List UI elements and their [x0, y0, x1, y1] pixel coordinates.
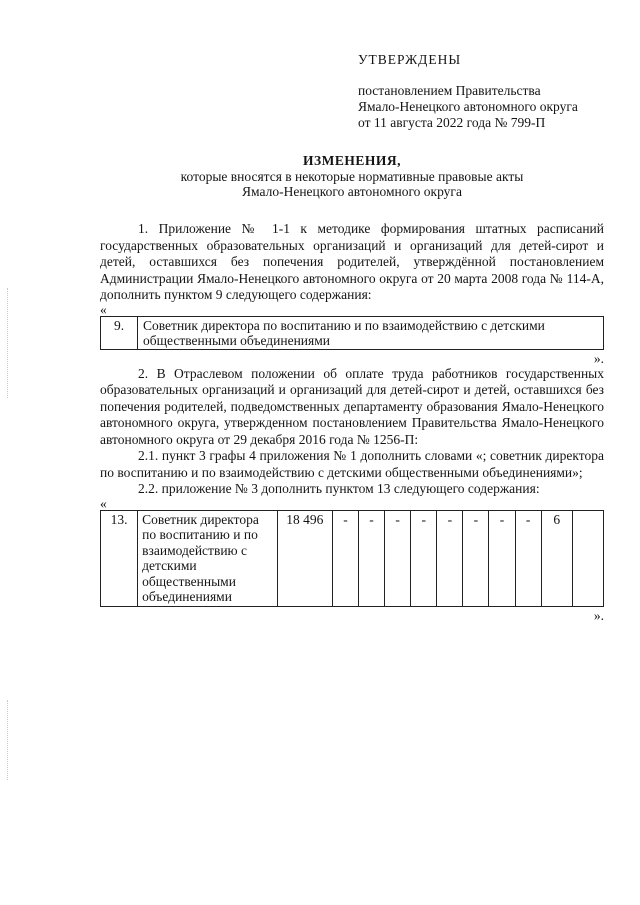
- section-2-text: 2. В Отраслевом положении об оплате труда работников государственных образовательных организаций и организаций для детей-сирот и детей, оставшихся без попечения родителей, подведомственных департаменту образования Ямало-Ненецкого автономного округа, утвержденном постановлением Правительства Ямало-Ненецкого автономного округа от 29 декабря 2016 года № 1256-П:: [100, 365, 604, 447]
- row-number: 13.: [101, 510, 138, 606]
- row-empty-cell: [572, 510, 603, 606]
- section-1-text: 1. Приложение № 1-1 к методике формирования штатных расписаний государственных образовательных организаций и организаций для детей-сирот и детей, оставшихся без попечения родителей, утверждённой постановлением Администрации Ямало-Ненецкого автономного округа от 20 марта 2008 года № 114-А, дополнить пунктом 9 следующего содержания:: [100, 221, 604, 302]
- section-2-item-2: 2.2. приложение № 3 дополнить пунктом 13 следующего содержания:: [138, 481, 540, 496]
- scan-margin-mark: [7, 288, 9, 398]
- document-body: [100, 221, 604, 623]
- heading-title: ИЗМЕНЕНИЯ,: [302, 153, 401, 168]
- heading-line: которые вносятся в некоторые нормативные правовые акты: [180, 168, 524, 184]
- row-cell: -: [515, 510, 541, 606]
- approval-block: [358, 52, 578, 131]
- quote-close: ».: [593, 350, 604, 366]
- quote-open: «: [100, 301, 107, 317]
- row-number: 9.: [101, 316, 138, 349]
- quote-close: ».: [593, 607, 604, 623]
- row-last-cell: 6: [541, 510, 572, 606]
- row-cell: -: [359, 510, 385, 606]
- row-position-name: Советник директора по воспитанию и по взаимодействию с детскими общественными объединениями: [138, 510, 278, 606]
- scan-margin-mark: [7, 700, 9, 780]
- approval-line: Ямало-Ненецкого автономного округа: [358, 99, 578, 114]
- section-2-item-1: 2.1. пункт 3 графы 4 приложения № 1 дополнить словами «; советник директора по воспитанию и по взаимодействию с детскими общественными объединениями»;: [100, 448, 604, 480]
- row-cell: -: [463, 510, 489, 606]
- document-heading: [100, 153, 604, 200]
- row-cell: -: [437, 510, 463, 606]
- row-cell: -: [489, 510, 515, 606]
- approval-line: постановлением Правительства: [358, 83, 541, 98]
- table-salaries: [100, 510, 604, 607]
- row-position-name: Советник директора по воспитанию и по взаимодействию с детскими общественными объединениями: [138, 316, 604, 349]
- row-cell: -: [411, 510, 437, 606]
- row-cell: -: [385, 510, 411, 606]
- table-positions: [100, 316, 604, 350]
- heading-line: Ямало-Ненецкого автономного округа: [242, 184, 462, 199]
- approval-line: от 11 августа 2022 года № 799-П: [358, 115, 546, 130]
- table-row: [101, 510, 604, 606]
- approval-title: УТВЕРЖДЕНЫ: [358, 52, 462, 67]
- row-salary-value: 18 496: [277, 510, 332, 606]
- row-cell: -: [332, 510, 358, 606]
- table-row: [101, 316, 604, 349]
- quote-open: «: [100, 495, 107, 511]
